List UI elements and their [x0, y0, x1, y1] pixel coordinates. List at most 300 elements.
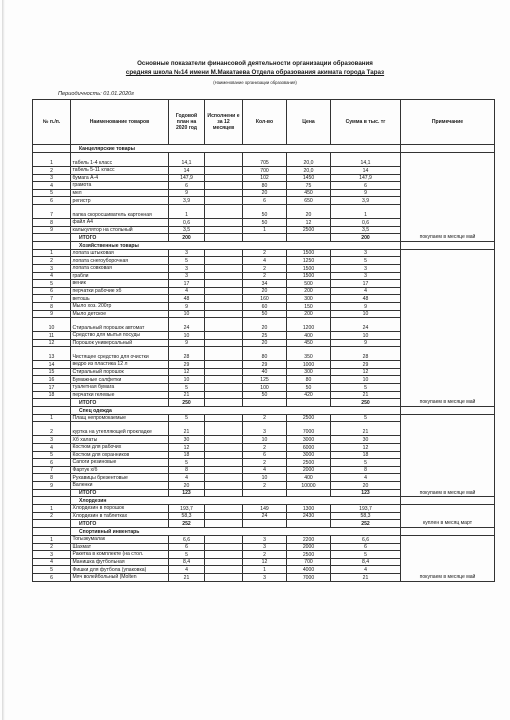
table-body	[33, 145, 495, 582]
cell-sum: 14,1	[331, 153, 401, 167]
cell-price: 2500	[287, 551, 331, 559]
total-cell-empty	[243, 234, 287, 242]
cell-num: 17	[33, 384, 71, 392]
cell-qty: 125	[243, 376, 287, 384]
cell-exec	[205, 174, 243, 182]
cell-plan: 5	[169, 414, 205, 422]
cell-qty: 3	[243, 543, 287, 551]
cell-qty: 20	[243, 287, 287, 295]
cell-num: 3	[33, 174, 71, 182]
cell-sum: 21	[331, 573, 401, 581]
cell-plan: 4	[169, 287, 205, 295]
cell-sum: 24	[331, 318, 401, 332]
cell-name: Ракетка в комплекте (на стол.	[71, 551, 169, 559]
section-title: Хлордезин	[71, 497, 401, 505]
cell-qty: 20	[243, 189, 287, 197]
total-cell-empty	[205, 234, 243, 242]
cell-price: 10000	[287, 482, 331, 490]
cell-name: Средство для мытья посуды	[71, 332, 169, 340]
cell-sum: 3	[331, 272, 401, 280]
total-label: ИТОГО	[71, 489, 169, 497]
cell-name: мел	[71, 189, 169, 197]
total-label: ИТОГО	[71, 520, 169, 528]
total-sum: 250	[331, 399, 401, 407]
cell-qty: 50	[243, 204, 287, 218]
cell-price: 2500	[287, 226, 331, 234]
cell-num: 2	[33, 543, 71, 551]
cell-num: 5	[33, 451, 71, 459]
cell-exec	[205, 512, 243, 520]
cell-sum: 3	[331, 264, 401, 272]
cell-sum: 30	[331, 436, 401, 444]
cell-sum: 6,6	[331, 535, 401, 543]
table-header-row	[33, 100, 495, 145]
cell-exec	[205, 182, 243, 190]
total-plan: 200	[169, 234, 205, 242]
cell-price: 700	[287, 558, 331, 566]
cell-num: 1	[33, 505, 71, 513]
section-row	[33, 527, 495, 535]
cell-exec	[205, 368, 243, 376]
cell-num: 3	[33, 551, 71, 559]
cell-sum: 5	[331, 414, 401, 422]
cell-qty: 102	[243, 174, 287, 182]
cell-qty: 100	[243, 384, 287, 392]
cell-name: Рукавицы брезентовые	[71, 474, 169, 482]
cell-plan: 12	[169, 368, 205, 376]
cell-qty: 34	[243, 280, 287, 288]
cell-qty: 149	[243, 505, 287, 513]
col-header-price: Цена	[287, 100, 331, 145]
cell-name: калькулятор на стольный	[71, 226, 169, 234]
cell-plan: 30	[169, 436, 205, 444]
cell-exec	[205, 249, 243, 257]
cell-name: Фишки для футбола (упаковка)	[71, 566, 169, 574]
cell-plan: 0,6	[169, 218, 205, 226]
cell-num: 2	[33, 167, 71, 175]
cell-plan: 29	[169, 361, 205, 369]
cell-name: Стиральный порошок автомат	[71, 318, 169, 332]
cell-qty: 3	[243, 573, 287, 581]
cell-exec	[205, 474, 243, 482]
cell-sum: 0,6	[331, 218, 401, 226]
cell-qty: 2	[243, 264, 287, 272]
cell-plan: 6	[169, 182, 205, 190]
cell-name: Плащ непромокаемые	[71, 414, 169, 422]
cell-price: 12	[287, 218, 331, 226]
section-row	[33, 497, 495, 505]
cell-name: табель 1-4 класс	[71, 153, 169, 167]
cell-name: файл А4	[71, 218, 169, 226]
cell-num: 2	[33, 512, 71, 520]
cell-sum: 4	[331, 474, 401, 482]
cell-num: 10	[33, 318, 71, 332]
cell-sum: 29	[331, 361, 401, 369]
cell-name: ветошь	[71, 295, 169, 303]
cell-name: веник	[71, 280, 169, 288]
cell-name: регистр	[71, 197, 169, 205]
cell-price: 2000	[287, 543, 331, 551]
note-cell-empty	[401, 527, 495, 535]
cell-exec	[205, 505, 243, 513]
cell-exec	[205, 153, 243, 167]
cell-name: перчатки рабочие хб	[71, 287, 169, 295]
cell-sum: 9	[331, 189, 401, 197]
cell-price: 20,0	[287, 167, 331, 175]
total-cell-empty	[205, 520, 243, 528]
cell-qty: 50	[243, 391, 287, 399]
cell-name: ведро из пластика 12 л	[71, 361, 169, 369]
total-cell-empty	[243, 489, 287, 497]
total-cell-empty	[243, 399, 287, 407]
table-row	[33, 505, 495, 513]
cell-exec	[205, 257, 243, 265]
cell-name: Фартук х/б	[71, 466, 169, 474]
cell-price: 20	[287, 204, 331, 218]
cell-num: 6	[33, 197, 71, 205]
cell-num: 5	[33, 566, 71, 574]
cell-exec	[205, 339, 243, 347]
cell-num: 6	[33, 459, 71, 467]
cell-plan: 8,4	[169, 558, 205, 566]
cell-plan: 6,6	[169, 535, 205, 543]
cell-plan: 10	[169, 376, 205, 384]
cell-qty: 50	[243, 310, 287, 318]
cell-qty: 29	[243, 361, 287, 369]
cell-num: 9	[33, 482, 71, 490]
cell-exec	[205, 466, 243, 474]
cell-price: 1500	[287, 249, 331, 257]
cell-sum: 5	[331, 551, 401, 559]
cell-sum: 10	[331, 332, 401, 340]
cell-sum: 18	[331, 451, 401, 459]
section-cell-empty	[33, 406, 71, 414]
cell-name: Хб халаты	[71, 436, 169, 444]
cell-sum: 147,9	[331, 174, 401, 182]
cell-price: 2500	[287, 459, 331, 467]
cell-num: 14	[33, 361, 71, 369]
cell-price: 4000	[287, 566, 331, 574]
cell-plan: 4	[169, 566, 205, 574]
cell-sum: 58,3	[331, 512, 401, 520]
cell-exec	[205, 218, 243, 226]
total-cell-empty	[287, 399, 331, 407]
section-title: Хозяйственные товары	[71, 241, 401, 249]
cell-exec	[205, 551, 243, 559]
note-cell: покупаем в месяце май	[401, 153, 495, 242]
cell-plan: 147,9	[169, 174, 205, 182]
cell-qty: 700	[243, 167, 287, 175]
cell-qty: 80	[243, 347, 287, 361]
cell-qty: 2	[243, 249, 287, 257]
cell-name: Мыло хоз. 200гр	[71, 302, 169, 310]
col-header-plan: Годовой план на 2020 год	[169, 100, 205, 145]
cell-sum: 21	[331, 391, 401, 399]
cell-qty: 705	[243, 153, 287, 167]
cell-exec	[205, 436, 243, 444]
note-cell: покупаем в месяце май	[401, 249, 495, 406]
cell-name: лопата штыковая	[71, 249, 169, 257]
table-row	[33, 249, 495, 257]
total-plan: 252	[169, 520, 205, 528]
cell-num: 5	[33, 280, 71, 288]
cell-sum: 12	[331, 444, 401, 452]
cell-name: Шахмат	[71, 543, 169, 551]
note-cell: покупаем в месяце май	[401, 414, 495, 496]
cell-name: Мяч волейбольный (Molten	[71, 573, 169, 581]
cell-plan: 6	[169, 543, 205, 551]
cell-name: туалетная бумага	[71, 384, 169, 392]
cell-num: 15	[33, 368, 71, 376]
section-row	[33, 406, 495, 414]
org-name: средняя школа №14 имени М.Макатаева Отдела образования акимата города Тараз	[125, 69, 385, 76]
cell-sum: 10	[331, 310, 401, 318]
col-header-name: Наименование товаров	[71, 100, 169, 145]
cell-name: Чистящее средство для очистки	[71, 347, 169, 361]
cell-exec	[205, 361, 243, 369]
cell-price: 1000	[287, 361, 331, 369]
col-header-note: Примечание	[401, 100, 495, 145]
cell-name: Костюм для рабочих	[71, 444, 169, 452]
cell-price: 3000	[287, 451, 331, 459]
scan-edge	[2, 0, 5, 720]
cell-qty: 40	[243, 368, 287, 376]
cell-sum: 5	[331, 384, 401, 392]
cell-qty: 3	[243, 535, 287, 543]
cell-name: табель 5-11 класс	[71, 167, 169, 175]
cell-qty: 24	[243, 512, 287, 520]
cell-price: 150	[287, 302, 331, 310]
cell-plan: 4	[169, 474, 205, 482]
cell-exec	[205, 451, 243, 459]
total-cell-empty	[33, 399, 71, 407]
cell-name: Тогызкумалак	[71, 535, 169, 543]
total-label: ИТОГО	[71, 234, 169, 242]
cell-num: 12	[33, 339, 71, 347]
note-cell-empty	[401, 497, 495, 505]
cell-qty: 2	[243, 551, 287, 559]
cell-plan: 58,3	[169, 512, 205, 520]
cell-num: 3	[33, 264, 71, 272]
cell-exec	[205, 280, 243, 288]
cell-plan: 193,7	[169, 505, 205, 513]
cell-qty: 2	[243, 444, 287, 452]
cell-plan: 5	[169, 551, 205, 559]
cell-plan: 1	[169, 204, 205, 218]
cell-price: 300	[287, 368, 331, 376]
cell-num: 9	[33, 226, 71, 234]
cell-num: 1	[33, 249, 71, 257]
table-row	[33, 153, 495, 167]
cell-num: 1	[33, 414, 71, 422]
cell-qty: 2	[243, 459, 287, 467]
cell-qty: 80	[243, 182, 287, 190]
cell-qty: 4	[243, 466, 287, 474]
cell-qty: 160	[243, 295, 287, 303]
cell-qty: 50	[243, 218, 287, 226]
cell-num: 13	[33, 347, 71, 361]
total-plan: 250	[169, 399, 205, 407]
total-cell-empty	[33, 489, 71, 497]
total-cell-empty	[33, 520, 71, 528]
cell-exec	[205, 332, 243, 340]
section-title: Спец одежда	[71, 406, 401, 414]
cell-exec	[205, 264, 243, 272]
period-label: Периодичность: 01.01.2020г	[58, 91, 135, 97]
cell-qty: 3	[243, 422, 287, 436]
col-header-exec: Исполнени е за 12 месяцев	[205, 100, 243, 145]
cell-sum: 9	[331, 339, 401, 347]
cell-plan: 14	[169, 167, 205, 175]
table-row	[33, 414, 495, 422]
cell-exec	[205, 167, 243, 175]
cell-plan: 3	[169, 249, 205, 257]
cell-sum: 12	[331, 368, 401, 376]
cell-price: 1500	[287, 264, 331, 272]
cell-exec	[205, 384, 243, 392]
cell-price: 2500	[287, 414, 331, 422]
cell-qty: 1	[243, 566, 287, 574]
table-row	[33, 535, 495, 543]
cell-num: 7	[33, 204, 71, 218]
cell-price: 500	[287, 280, 331, 288]
cell-exec	[205, 189, 243, 197]
cell-plan: 9	[169, 189, 205, 197]
section-row	[33, 145, 495, 153]
note-cell: куплен в месяц март	[401, 505, 495, 528]
total-cell-empty	[287, 520, 331, 528]
cell-name: Манишка футбольная	[71, 558, 169, 566]
cell-plan: 3,9	[169, 197, 205, 205]
cell-num: 8	[33, 218, 71, 226]
cell-plan: 28	[169, 347, 205, 361]
cell-plan: 8	[169, 466, 205, 474]
cell-num: 5	[33, 189, 71, 197]
cell-exec	[205, 543, 243, 551]
cell-sum: 9	[331, 302, 401, 310]
section-title: Спортивный инвентарь	[71, 527, 401, 535]
cell-price: 300	[287, 295, 331, 303]
cell-exec	[205, 558, 243, 566]
cell-price: 75	[287, 182, 331, 190]
cell-exec	[205, 197, 243, 205]
cell-name: грамота	[71, 182, 169, 190]
cell-sum: 6	[331, 543, 401, 551]
cell-plan: 21	[169, 422, 205, 436]
cell-exec	[205, 376, 243, 384]
cell-price: 450	[287, 339, 331, 347]
section-cell-empty	[33, 497, 71, 505]
cell-price: 1200	[287, 318, 331, 332]
cell-sum: 10	[331, 376, 401, 384]
cell-num: 1	[33, 535, 71, 543]
cell-num: 8	[33, 302, 71, 310]
cell-num: 9	[33, 310, 71, 318]
cell-plan: 21	[169, 573, 205, 581]
cell-qty: 6	[243, 451, 287, 459]
cell-price: 7000	[287, 573, 331, 581]
cell-sum: 8	[331, 466, 401, 474]
cell-sum: 5	[331, 459, 401, 467]
cell-exec	[205, 535, 243, 543]
cell-price: 1300	[287, 505, 331, 513]
cell-price: 650	[287, 197, 331, 205]
cell-num: 3	[33, 436, 71, 444]
cell-price: 200	[287, 310, 331, 318]
cell-num: 4	[33, 182, 71, 190]
cell-num: 2	[33, 422, 71, 436]
cell-price: 20,0	[287, 153, 331, 167]
total-cell-empty	[205, 399, 243, 407]
cell-price: 450	[287, 189, 331, 197]
cell-plan: 9	[169, 302, 205, 310]
cell-price: 400	[287, 332, 331, 340]
cell-qty: 60	[243, 302, 287, 310]
cell-num: 7	[33, 466, 71, 474]
cell-num: 16	[33, 376, 71, 384]
cell-exec	[205, 391, 243, 399]
cell-num: 4	[33, 558, 71, 566]
cell-price: 200	[287, 287, 331, 295]
cell-exec	[205, 422, 243, 436]
cell-qty: 25	[243, 332, 287, 340]
cell-plan: 17	[169, 280, 205, 288]
note-cell-empty	[401, 241, 495, 249]
section-title: Канцелярские товары	[71, 145, 401, 153]
cell-qty: 6	[243, 197, 287, 205]
total-label: ИТОГО	[71, 399, 169, 407]
cell-exec	[205, 302, 243, 310]
cell-sum: 6	[331, 182, 401, 190]
cell-num: 8	[33, 474, 71, 482]
cell-name: лопата совковая	[71, 264, 169, 272]
cell-name: Хлордезин в таблетках	[71, 512, 169, 520]
cell-name: Порошок универсальный	[71, 339, 169, 347]
cell-qty: 4	[243, 257, 287, 265]
cell-num: 11	[33, 332, 71, 340]
cell-sum: 17	[331, 280, 401, 288]
cell-qty: 2	[243, 272, 287, 280]
cell-price: 80	[287, 376, 331, 384]
cell-price: 2430	[287, 512, 331, 520]
cell-qty: 20	[243, 318, 287, 332]
cell-sum: 20	[331, 482, 401, 490]
cell-plan: 9	[169, 339, 205, 347]
cell-price: 3000	[287, 436, 331, 444]
cell-sum: 21	[331, 422, 401, 436]
cell-exec	[205, 566, 243, 574]
cell-plan: 24	[169, 318, 205, 332]
cell-exec	[205, 310, 243, 318]
cell-plan: 10	[169, 310, 205, 318]
total-cell-empty	[243, 520, 287, 528]
note-cell-empty	[401, 145, 495, 153]
cell-name: Костюм для охранников	[71, 451, 169, 459]
cell-plan: 14,1	[169, 153, 205, 167]
cell-num: 4	[33, 272, 71, 280]
cell-plan: 3	[169, 272, 205, 280]
cell-exec	[205, 204, 243, 218]
org-caption: (Наименование организации образования)	[213, 80, 297, 85]
cell-plan: 18	[169, 451, 205, 459]
cell-num: 6	[33, 573, 71, 581]
cell-price: 400	[287, 474, 331, 482]
cell-exec	[205, 272, 243, 280]
cell-name: Валенки	[71, 482, 169, 490]
cell-sum: 3,9	[331, 197, 401, 205]
cell-qty: 12	[243, 558, 287, 566]
cell-exec	[205, 573, 243, 581]
